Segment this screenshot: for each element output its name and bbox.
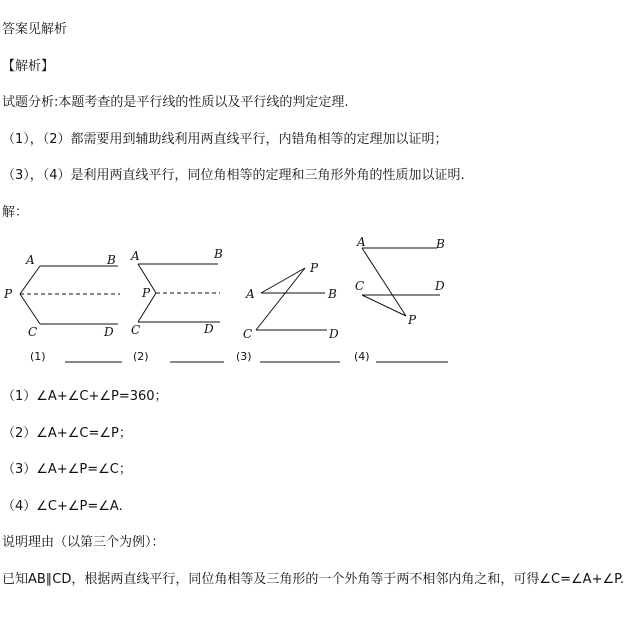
figure-4-caption: (4)	[354, 350, 370, 363]
figure-1-label-p: P	[4, 287, 13, 301]
figure-4-label-c: C	[355, 279, 365, 293]
reason-text: 已知AB∥CD，根据两直线平行，同位角相等及三角形的一个外角等于两不相邻内角之和，可得∠C=∠A+∠P.	[2, 572, 625, 587]
answer-header: 答案见解析	[2, 22, 68, 37]
answer-1: （1）∠A+∠C+∠P=360；	[2, 389, 168, 404]
geometry-figures	[0, 232, 460, 372]
figure-1-caption: (1)	[30, 350, 46, 363]
reason-label: 说明理由（以第三个为例）：	[2, 535, 165, 550]
figure-2-label-b: B	[214, 247, 223, 261]
figure-3-label-b: B	[328, 287, 337, 301]
figure-2-label-a: A	[131, 249, 140, 263]
figure-4-label-p: P	[408, 313, 417, 327]
figure-2-label-c: C	[131, 323, 141, 337]
note-figures-3-4: （3），（4）是利用两直线平行，同位角相等的定理和三角形外角的性质加以证明.	[2, 168, 465, 183]
figure-1-lines	[20, 266, 120, 324]
figure-3-label-d: D	[329, 327, 339, 341]
solution-label: 解：	[2, 205, 29, 220]
note-figures-1-2: （1），（2）都需要用到辅助线利用两直线平行，内错角相等的定理加以证明；	[2, 132, 448, 147]
figure-1-label-d: D	[104, 325, 114, 339]
figure-4-label-b: B	[436, 237, 445, 251]
figure-3-label-p: P	[310, 261, 319, 275]
figure-3-lines	[256, 268, 327, 330]
figure-2-caption: (2)	[133, 350, 149, 363]
figure-2-label-d: D	[204, 322, 214, 336]
figure-4-label-a: A	[357, 235, 366, 249]
figure-1-label-b: B	[107, 253, 116, 267]
figure-3-caption: (3)	[236, 350, 252, 363]
figure-2-label-p: P	[142, 286, 151, 300]
section-tag: 【解析】	[2, 59, 55, 74]
analysis-text: 试题分析:本题考查的是平行线的性质以及平行线的判定定理.	[2, 95, 349, 110]
figure-1-label-a: A	[26, 253, 35, 267]
answer-4: （4）∠C+∠P=∠A.	[2, 499, 123, 514]
answer-3: （3）∠A+∠P=∠C；	[2, 462, 132, 477]
figure-2-lines	[138, 264, 220, 322]
answer-2: （2）∠A+∠C=∠P；	[2, 426, 132, 441]
figure-4-lines	[362, 248, 440, 316]
figure-1-label-c: C	[28, 325, 38, 339]
figure-3-label-c: C	[243, 327, 253, 341]
figure-3-label-a: A	[246, 287, 255, 301]
figure-4-label-d: D	[435, 279, 445, 293]
